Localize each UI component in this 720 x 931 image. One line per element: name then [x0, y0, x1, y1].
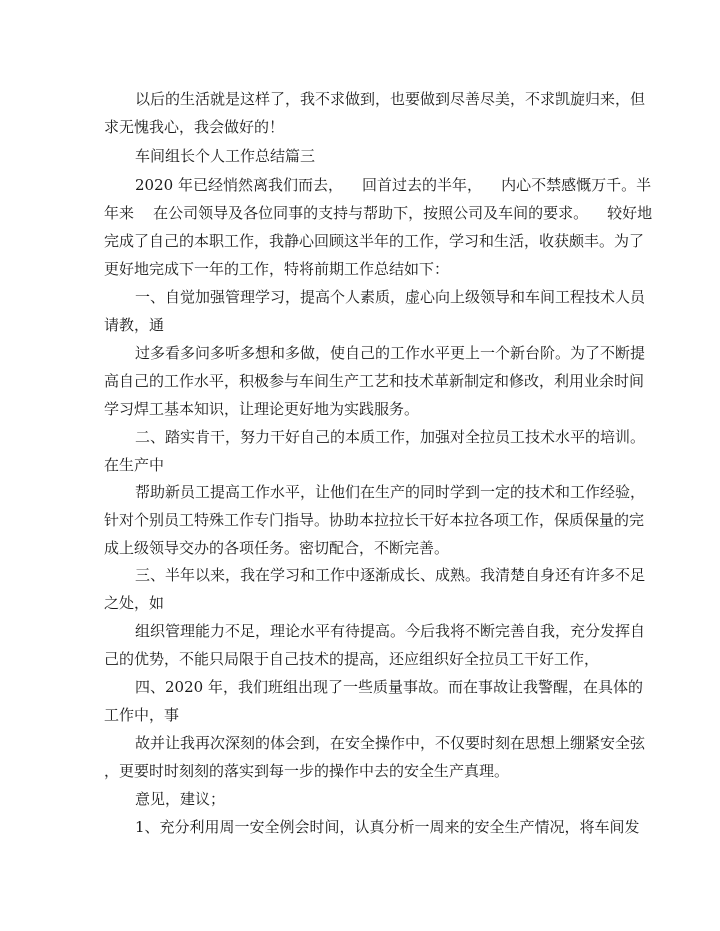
text-line: 二、踏实肯干，努力干好自己的本质工作，加强对全拉员工技术水平的培训。	[135, 428, 646, 446]
text-line: 之处，如	[104, 594, 165, 612]
text-line: 针对个别员工特殊工作专门指导。协助本拉拉长干好本拉各项工作，保质保量的完	[104, 511, 645, 529]
text-line: 帮助新员工提高工作水平，让他们在生产的同时学到一定的技术和工作经验，	[135, 483, 646, 501]
text-line: 2020 年已经悄然离我们而去， 回首过去的半年， 内心不禁感慨万千。半	[135, 176, 652, 194]
text-line: 过多看多问多听多想和多做，使自己的工作水平更上一个新台阶。为了不断提	[135, 344, 646, 362]
text-line: 一、自觉加强管理学习，提高个人素质，虚心向上级领导和车间工程技术人员	[135, 288, 646, 306]
text-line: 学习焊工基本知识，让理论更好地为实践服务。	[104, 400, 420, 418]
text-line: ，更要时时刻刻的落实到每一步的操作中去的安全生产真理。	[104, 762, 510, 780]
text-line: 以后的生活就是这样了，我不求做到，也要做到尽善尽美，不求凯旋归来，但	[135, 90, 646, 108]
text-line: 三、半年以来，我在学习和工作中逐渐成长、成熟。我清楚自身还有许多不足	[135, 566, 646, 584]
text-line: 组织管理能力不足，理论水平有待提高。今后我将不断完善自我，充分发挥自	[135, 622, 646, 640]
text-line: 高自己的工作水平，积极参与车间生产工艺和技术革新制定和修改，利用业余时间	[104, 372, 645, 390]
text-line: 意见，建议；	[135, 790, 226, 808]
text-line: 四、2020 年，我们班组出现了一些质量事故。而在事故让我警醒，在具体的	[135, 678, 643, 696]
text-line: 更好地完成下一年的工作，特将前期工作总结如下：	[104, 260, 450, 278]
text-line: 己的优势，不能只局限于自己技术的提高，还应组织好全拉员工干好工作，	[104, 650, 600, 668]
section-heading: 车间组长个人工作总结篇三	[135, 147, 316, 165]
text-line: 1、充分利用周一安全例会时间，认真分析一周来的安全生产情况，将车间发	[135, 818, 640, 836]
text-line: 故并让我再次深刻的体会到，在安全操作中，不仅要时刻在思想上绷紧安全弦	[135, 734, 646, 752]
text-line: 成上级领导交办的各项任务。密切配合，不断完善。	[104, 539, 450, 557]
text-line: 求无愧我心，我会做好的！	[104, 118, 285, 136]
text-line: 完成了自己的本职工作，我静心回顾这半年的工作，学习和生活，收获颇丰。为了	[104, 232, 645, 250]
text-line: 工作中，事	[104, 706, 180, 724]
text-line: 请教，通	[104, 316, 165, 334]
text-line: 在生产中	[104, 456, 165, 474]
text-line: 年来 在公司领导及各位同事的支持与帮助下，按照公司及车间的要求。 较好地	[104, 204, 653, 222]
